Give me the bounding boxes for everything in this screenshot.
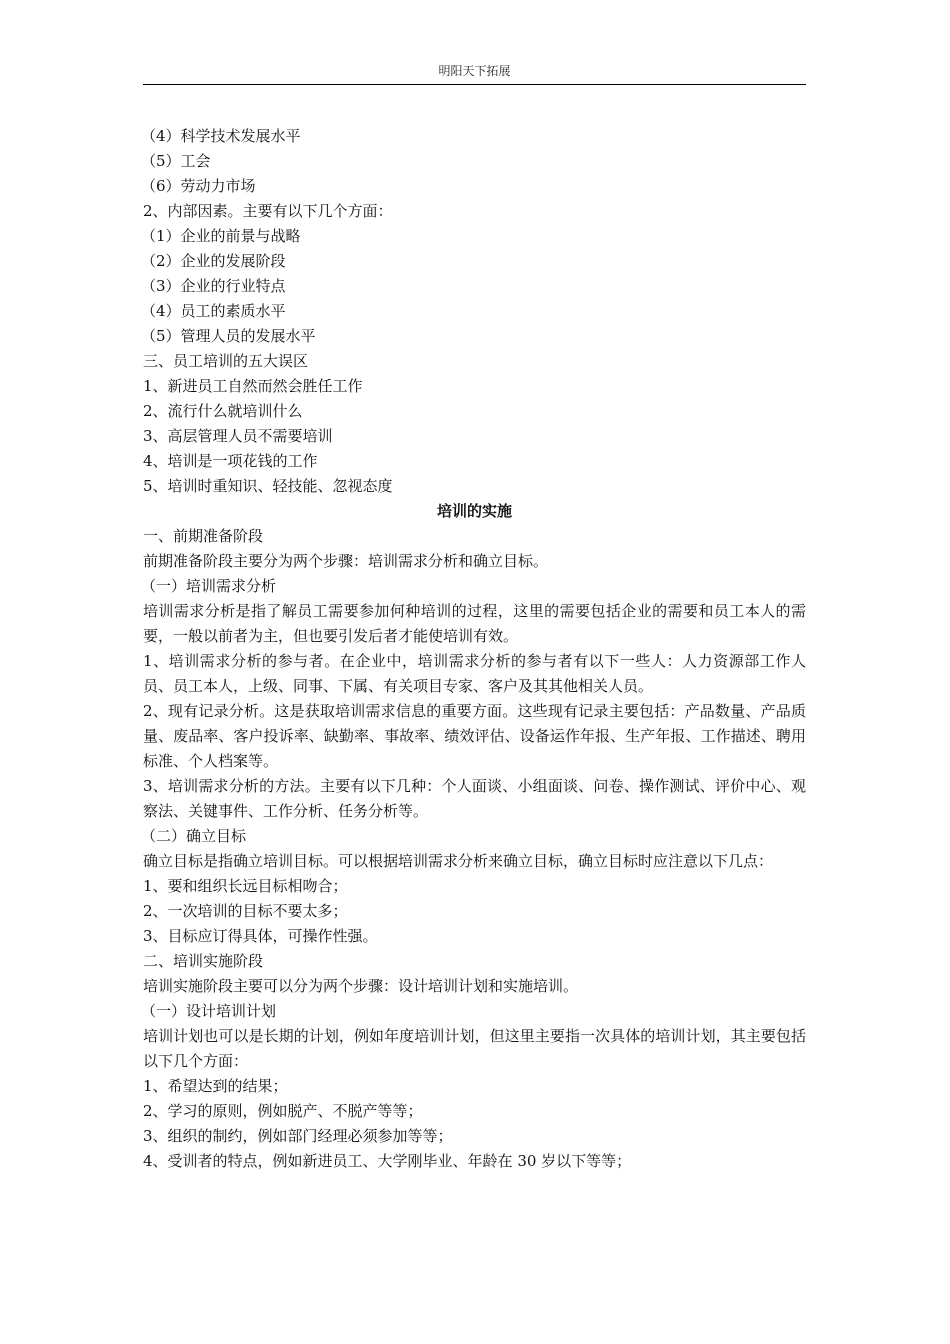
document-body (143, 124, 806, 1174)
list-item: （5）管理人员的发展水平 (141, 327, 316, 345)
header-title: 明阳天下拓展 (438, 64, 511, 78)
subsection-heading: （二）确立目标 (141, 827, 247, 845)
section-heading: 一、前期准备阶段 (143, 527, 264, 545)
list-item: （6）劳动力市场 (141, 177, 256, 195)
subsection-heading: （一）设计培训计划 (141, 1002, 277, 1020)
section-heading: 三、员工培训的五大误区 (143, 352, 309, 370)
list-item: （1）企业的前景与战略 (141, 227, 301, 245)
paragraph: 前期准备阶段主要分为两个步骤：培训需求分析和确立目标。 (143, 552, 549, 570)
list-item: 2、内部因素。主要有以下几个方面： (143, 202, 393, 220)
list-item: （2）企业的发展阶段 (141, 252, 286, 270)
list-item: 5、培训时重知识、轻技能、忽视态度 (143, 477, 393, 495)
list-item: （3）企业的行业特点 (141, 277, 286, 295)
list-item: 2、流行什么就培训什么 (143, 402, 303, 420)
list-item: 1、新进员工自然而然会胜任工作 (143, 377, 363, 395)
section-heading: 二、培训实施阶段 (143, 952, 264, 970)
paragraph: 培训需求分析是指了解员工需要参加何种培训的过程，这里的需要包括企业的需要和员工本人的需要，一般以前者为主，但也要引发后者才能使培训有效。 (143, 602, 806, 645)
list-item: （4）科学技术发展水平 (141, 127, 301, 145)
list-item: 3、目标应订得具体，可操作性强。 (143, 927, 378, 945)
paragraph: 2、现有记录分析。这是获取培训需求信息的重要方面。这些现有记录主要包括：产品数量、产品质量、废品率、客户投诉率、缺勤率、事故率、绩效评估、设备运作年报、生产年报、工作描述、聘用标准、个人档案等。 (143, 702, 806, 770)
page-header (143, 62, 806, 85)
list-item: 3、组织的制约，例如部门经理必须参加等等； (143, 1127, 453, 1145)
subsection-heading: （一）培训需求分析 (141, 577, 277, 595)
list-item: 2、一次培训的目标不要太多； (143, 902, 348, 920)
list-item: 4、培训是一项花钱的工作 (143, 452, 318, 470)
list-item: 4、受训者的特点，例如新进员工、大学刚毕业、年龄在 30 岁以下等等； (143, 1152, 632, 1170)
list-item: （4）员工的素质水平 (141, 302, 286, 320)
section-title: 培训的实施 (436, 502, 512, 520)
paragraph: 培训实施阶段主要可以分为两个步骤：设计培训计划和实施培训。 (143, 977, 579, 995)
list-item: 1、希望达到的结果； (143, 1077, 288, 1095)
paragraph: 3、培训需求分析的方法。主要有以下几种：个人面谈、小组面谈、问卷、操作测试、评价中心、观察法、关键事件、工作分析、任务分析等。 (143, 777, 806, 820)
paragraph: 确立目标是指确立培训目标。可以根据培训需求分析来确立目标，确立目标时应注意以下几点： (143, 852, 774, 870)
list-item: （5）工会 (141, 152, 211, 170)
paragraph: 培训计划也可以是长期的计划，例如年度培训计划，但这里主要指一次具体的培训计划，其主要包括以下几个方面： (143, 1027, 806, 1070)
list-item: 2、学习的原则，例如脱产、不脱产等等； (143, 1102, 423, 1120)
paragraph: 1、培训需求分析的参与者。在企业中，培训需求分析的参与者有以下一些人：人力资源部工作人员、员工本人，上级、同事、下属、有关项目专家、客户及其其他相关人员。 (143, 652, 806, 695)
list-item: 3、高层管理人员不需要培训 (143, 427, 333, 445)
list-item: 1、要和组织长远目标相吻合； (143, 877, 348, 895)
